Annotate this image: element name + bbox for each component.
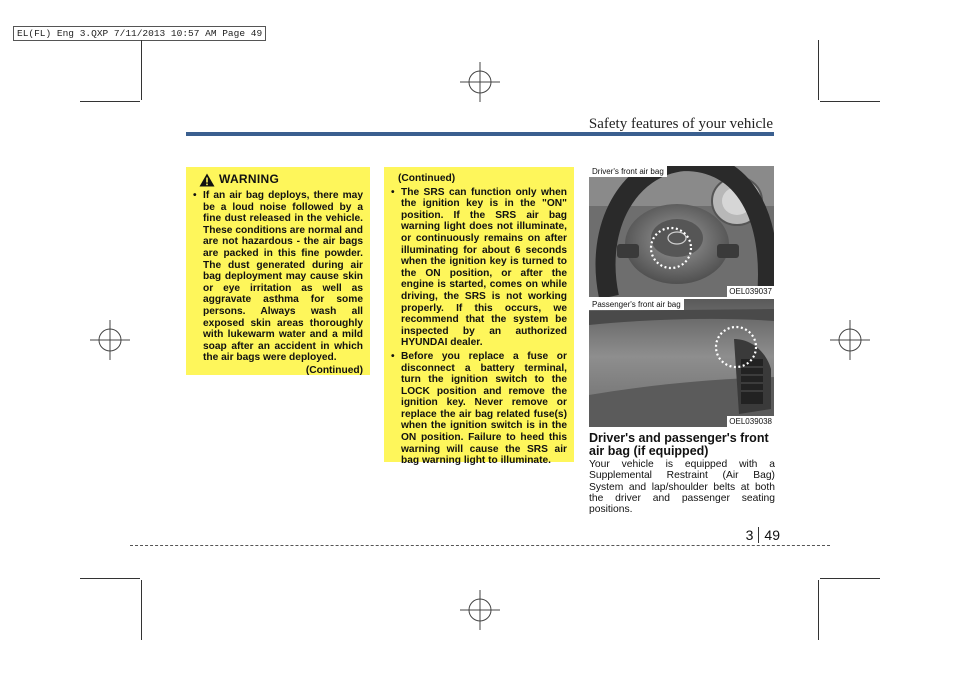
warning-triangle-icon <box>199 173 215 187</box>
print-header: EL(FL) Eng 3.QXP 7/11/2013 10:57 AM Page 49 <box>13 26 266 41</box>
continued-bullet-text: The SRS can function only when the ignition key is in the "ON" position. If the SRS air bag warning light does not illuminate, or continuously remains on after illuminating for about 6 seconds when the ignition key is turned to the ON position, or after the engine is started, comes on while driving, the SRS is not working properly. If this occurs, we recommend that the system be inspected by an authorized HYUNDAI dealer. <box>401 186 567 349</box>
passenger-airbag-photo <box>589 299 774 427</box>
footer-dashed-rule <box>130 545 830 546</box>
page-number-value: 49 <box>764 527 780 543</box>
warning-bullet <box>193 190 363 364</box>
registration-mark-icon <box>460 62 500 102</box>
bullet-dot: • <box>391 186 395 198</box>
airbag-description: Your vehicle is equipped with a Supplemental Restraint (Air Bag) System and lap/shoulder belts at both the driver and passenger seating positions. <box>589 459 775 516</box>
crop-mark <box>818 580 819 640</box>
crop-mark <box>141 40 142 100</box>
section-title: Safety features of your vehicle <box>588 116 773 132</box>
continued-box <box>384 167 574 467</box>
crop-mark <box>80 578 140 579</box>
crop-mark <box>820 578 880 579</box>
continued-bullet <box>391 351 567 467</box>
continued-bullet-text: Before you replace a fuse or disconnect a battery terminal, turn the ignition switch to the LOCK position and remove the ignition key. Never remove or replace the air bag related fuse(s) when the ignition switch is in the ON position. Failure to heed this warning will cause the SRS air bag warning light to illuminate. <box>401 350 567 467</box>
driver-airbag-photo <box>589 166 774 297</box>
continued-note: (Continued) <box>305 364 363 376</box>
registration-mark-icon <box>830 320 870 360</box>
crop-mark <box>80 101 140 102</box>
chapter-number: 3 <box>745 527 754 543</box>
page-number <box>746 527 780 543</box>
continued-heading: (Continued) <box>398 173 456 184</box>
warning-bullet-text: If an air bag deploys, there may be a loud noise followed by a fine dust released in the vehicle. These conditions are normal and are not hazardous - the air bags are packed in this fine powder. The dust generated during air bag deployment may cause skin or eye irritation as well as aggravate asthma for some persons. Always wash all exposed skin areas thoroughly with lukewarm water and a mild soap after an accident in which the air bags were deployed. <box>203 190 363 364</box>
photo-code: OEL039038 <box>729 417 772 426</box>
crop-mark <box>818 40 819 100</box>
registration-mark-icon <box>460 590 500 630</box>
warning-header <box>199 173 363 187</box>
dashboard-illustration <box>589 299 774 427</box>
passenger-airbag-label: Passenger's front air bag <box>589 299 684 310</box>
crop-mark <box>820 101 880 102</box>
warning-title: WARNING <box>219 172 280 187</box>
warning-box <box>186 167 370 375</box>
photo-code: OEL039037 <box>729 287 772 296</box>
driver-airbag-label: Driver's front air bag <box>589 166 667 177</box>
bullet-dot: • <box>391 350 395 362</box>
bullet-dot: • <box>193 190 197 201</box>
continued-bullet <box>391 187 567 349</box>
crop-mark <box>141 580 142 640</box>
page-number-separator <box>758 527 759 543</box>
steering-wheel-illustration <box>589 166 774 297</box>
airbag-heading: Driver's and passenger's front air bag (if equipped) <box>589 431 769 458</box>
registration-mark-icon <box>90 320 130 360</box>
title-rule <box>186 132 774 136</box>
